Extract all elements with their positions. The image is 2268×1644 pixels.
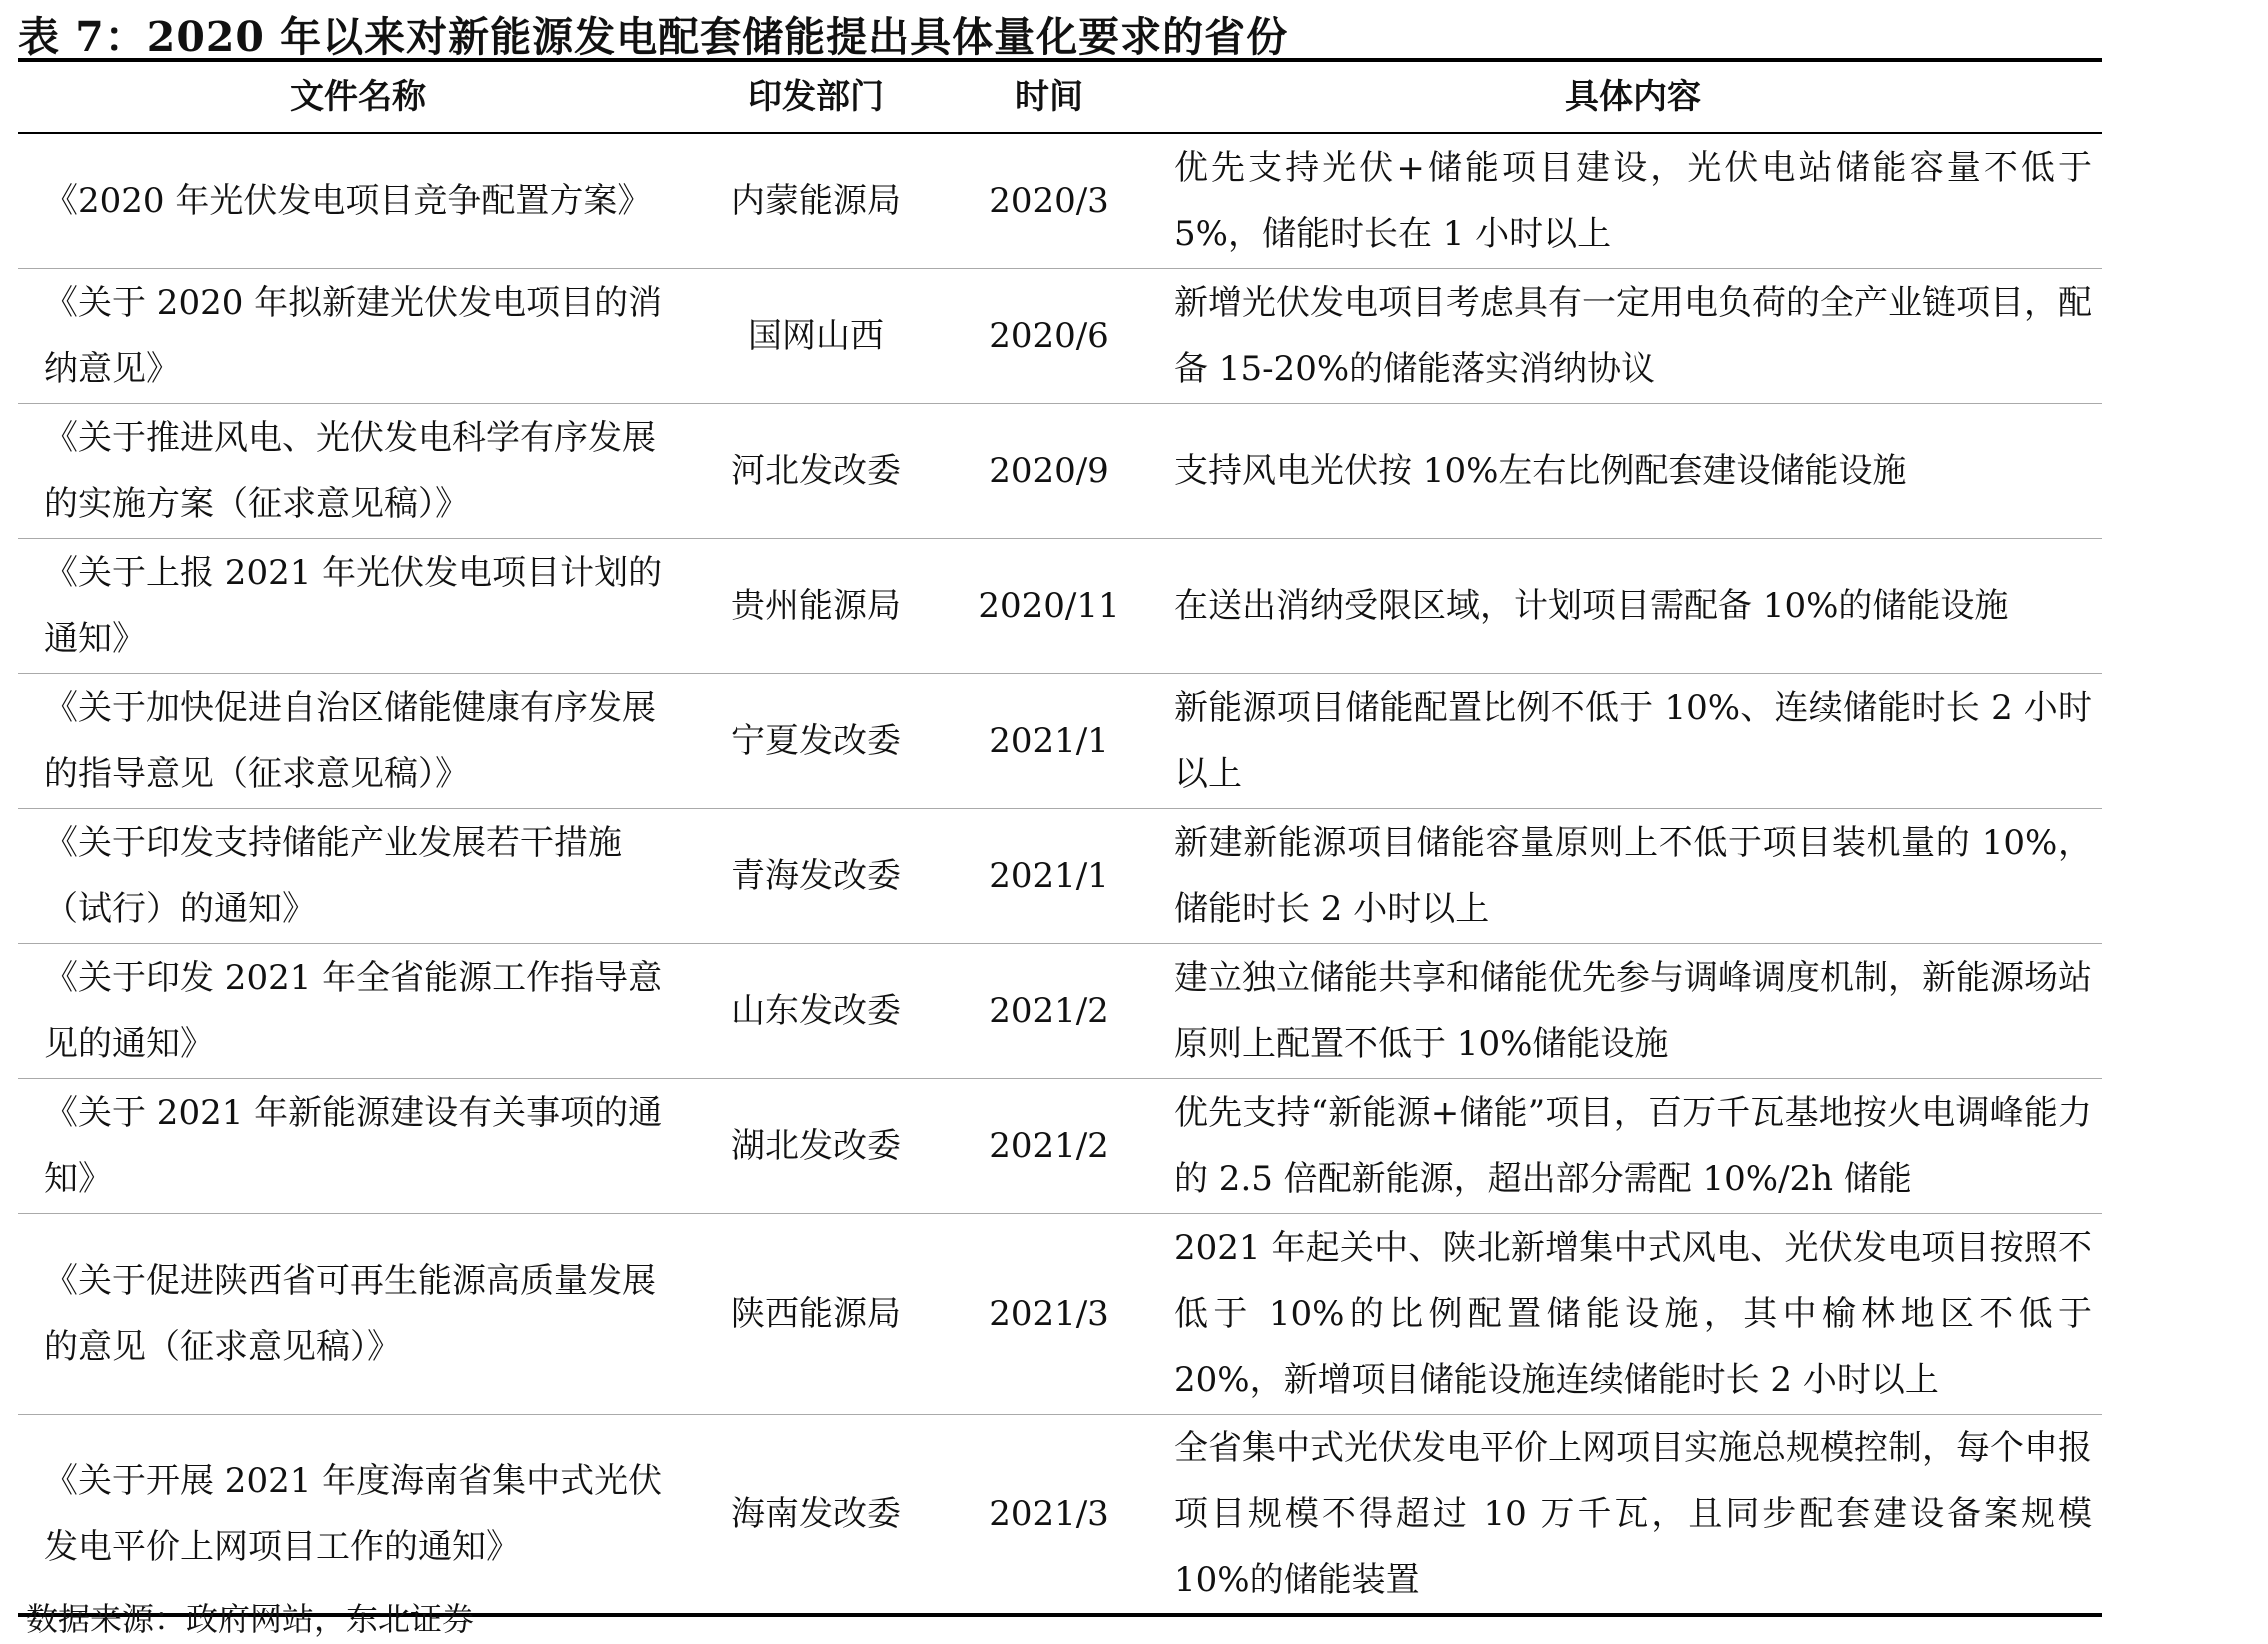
cell-dept: 陕西能源局	[731, 1294, 901, 1334]
cell-content: 支持风电光伏按 10%左右比例配套建设储能设施	[1174, 451, 1907, 491]
cell-name: 《关于开展 2021 年度海南省集中式光伏发电平价上网项目工作的通知》	[44, 1461, 663, 1567]
cell-time: 2021/1	[989, 721, 1109, 761]
table-row	[18, 1214, 2102, 1415]
table-row	[18, 404, 2102, 539]
data-source-note: 数据来源：政府网站，东北证券	[26, 1600, 475, 1638]
cell-content: 全省集中式光伏发电平价上网项目实施总规模控制，每个申报项目规模不得超过 10 万千瓦，且同步配套建设备案规模 10%的储能装置	[1174, 1428, 2092, 1600]
cell-content: 优先支持光伏+储能项目建设，光伏电站储能容量不低于 5%，储能时长在 1 小时以上	[1174, 148, 2092, 254]
header-dept: 印发部门	[748, 77, 884, 117]
cell-dept: 内蒙能源局	[731, 181, 901, 221]
cell-content: 优先支持“新能源+储能”项目，百万千瓦基地按火电调峰能力的 2.5 倍配新能源，超出部分需配 10%/2h 储能	[1174, 1093, 2092, 1199]
table-title: 表 7：2020 年以来对新能源发电配套储能提出具体量化要求的省份	[18, 13, 1289, 61]
cell-time: 2021/3	[989, 1494, 1109, 1534]
cell-name: 《关于加快促进自治区储能健康有序发展的指导意见（征求意见稿）》	[44, 688, 656, 794]
cell-time: 2021/2	[989, 991, 1109, 1031]
cell-content: 新增光伏发电项目考虑具有一定用电负荷的全产业链项目，配备 15-20%的储能落实消纳协议	[1174, 283, 2092, 389]
table-row	[18, 944, 2102, 1079]
cell-name: 《关于 2020 年拟新建光伏发电项目的消纳意见》	[44, 283, 663, 389]
cell-time: 2020/9	[989, 451, 1109, 491]
cell-time: 2020/6	[989, 316, 1109, 356]
cell-dept: 河北发改委	[731, 451, 901, 491]
cell-time: 2021/1	[989, 856, 1109, 896]
cell-content: 新能源项目储能配置比例不低于 10%、连续储能时长 2 小时以上	[1174, 688, 2092, 794]
cell-content: 新建新能源项目储能容量原则上不低于项目装机量的 10%，储能时长 2 小时以上	[1174, 823, 2092, 929]
cell-dept: 湖北发改委	[731, 1126, 901, 1166]
cell-dept: 山东发改委	[731, 991, 901, 1031]
cell-name: 《关于推进风电、光伏发电科学有序发展的实施方案（征求意见稿）》	[44, 418, 656, 524]
cell-dept: 宁夏发改委	[731, 721, 901, 761]
header-time: 时间	[1015, 77, 1083, 117]
cell-dept: 贵州能源局	[731, 586, 901, 626]
table-row	[18, 269, 2102, 404]
cell-name: 《关于 2021 年新能源建设有关事项的通知》	[44, 1093, 663, 1199]
table-row	[18, 1415, 2102, 1613]
cell-content: 2021 年起关中、陕北新增集中式风电、光伏发电项目按照不低于 10%的比例配置储能设施，其中榆林地区不低于 20%，新增项目储能设施连续储能时长 2 小时以上	[1174, 1228, 2092, 1400]
cell-dept: 青海发改委	[731, 856, 901, 896]
table-row	[18, 809, 2102, 944]
cell-content: 建立独立储能共享和储能优先参与调峰调度机制，新能源场站原则上配置不低于 10%储能设施	[1174, 958, 2092, 1064]
cell-name: 《关于促进陕西省可再生能源高质量发展的意见（征求意见稿）》	[44, 1261, 656, 1367]
cell-name: 《关于印发 2021 年全省能源工作指导意见的通知》	[44, 958, 663, 1064]
table-row	[18, 134, 2102, 269]
table-row	[18, 1079, 2102, 1214]
table-header-row	[18, 62, 2102, 134]
table-row	[18, 539, 2102, 674]
cell-name: 《2020 年光伏发电项目竞争配置方案》	[44, 181, 652, 221]
cell-time: 2020/11	[978, 586, 1120, 626]
header-content: 具体内容	[1565, 77, 1701, 117]
cell-time: 2020/3	[989, 181, 1109, 221]
table-row	[18, 674, 2102, 809]
cell-name: 《关于印发支持储能产业发展若干措施（试行）的通知》	[44, 823, 622, 929]
cell-name: 《关于上报 2021 年光伏发电项目计划的通知》	[44, 553, 663, 659]
policy-table	[18, 58, 2102, 1617]
header-name: 文件名称	[290, 77, 426, 117]
cell-dept: 国网山西	[748, 316, 884, 356]
cell-dept: 海南发改委	[731, 1494, 901, 1534]
cell-time: 2021/3	[989, 1294, 1109, 1334]
cell-time: 2021/2	[989, 1126, 1109, 1166]
cell-content: 在送出消纳受限区域，计划项目需配备 10%的储能设施	[1174, 586, 2009, 626]
